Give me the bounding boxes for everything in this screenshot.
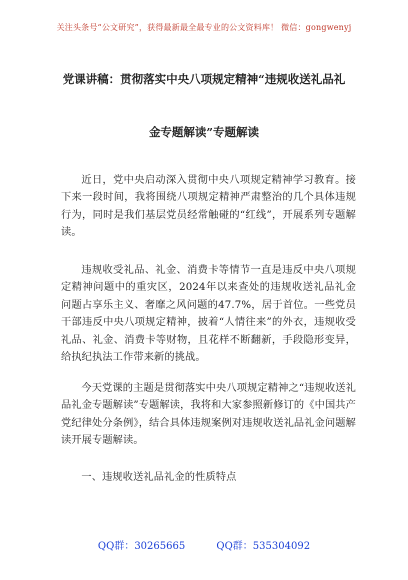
section-heading: 一、违规收送礼品礼金的性质特点	[81, 472, 237, 483]
paragraph-intro: 近日，党中央启动深入贯彻中央八项规定精神学习教育。接下来一段时间，我将围绕八项规定精神严肃整治的几个具体违规行为，同时是我们基层党员经常触碰的“红线”，开展系列专题解读。	[61, 175, 356, 239]
title-line-1: 党课讲稿：贯彻落实中央八项规定精神“违规收送礼品礼	[62, 72, 346, 86]
footer-qq-group-1: QQ群：30265665	[97, 541, 186, 552]
promo-banner: 关注头条号“公文研究”，获得最新最全最专业的公文资料库！ 微信：gongwenyj	[56, 23, 352, 32]
paragraph-background: 违规收受礼品、礼金、消费卡等情节一直是违反中央八项规定精神问题中的重灾区，2024年以来查处的违规收送礼品礼金问题占享乐主义、奢靡之风问题的47.7%，居于首位。一些党员干部违反中央八项规定精神，披着“人情往来”的外衣，违规收受礼品、礼金、消费卡等财物，且花样不断翻新，手段隐形变异，给执纪执法工作带来新的挑战。	[61, 265, 356, 364]
footer-contacts	[0, 537, 408, 552]
footer-qq-group-2: QQ群：535304092	[216, 541, 311, 552]
paragraph-topic: 今天党课的主题是贯彻落实中央八项规定精神之“违规收送礼品礼金专题解读”专题解读，我将和大家参照新修订的《中国共产党纪律处分条例》，结合具体违规案例对违规收送礼品礼金问题解读开展专题解读。	[61, 383, 356, 447]
title-line-2: 金专题解读”专题解读	[148, 125, 260, 139]
